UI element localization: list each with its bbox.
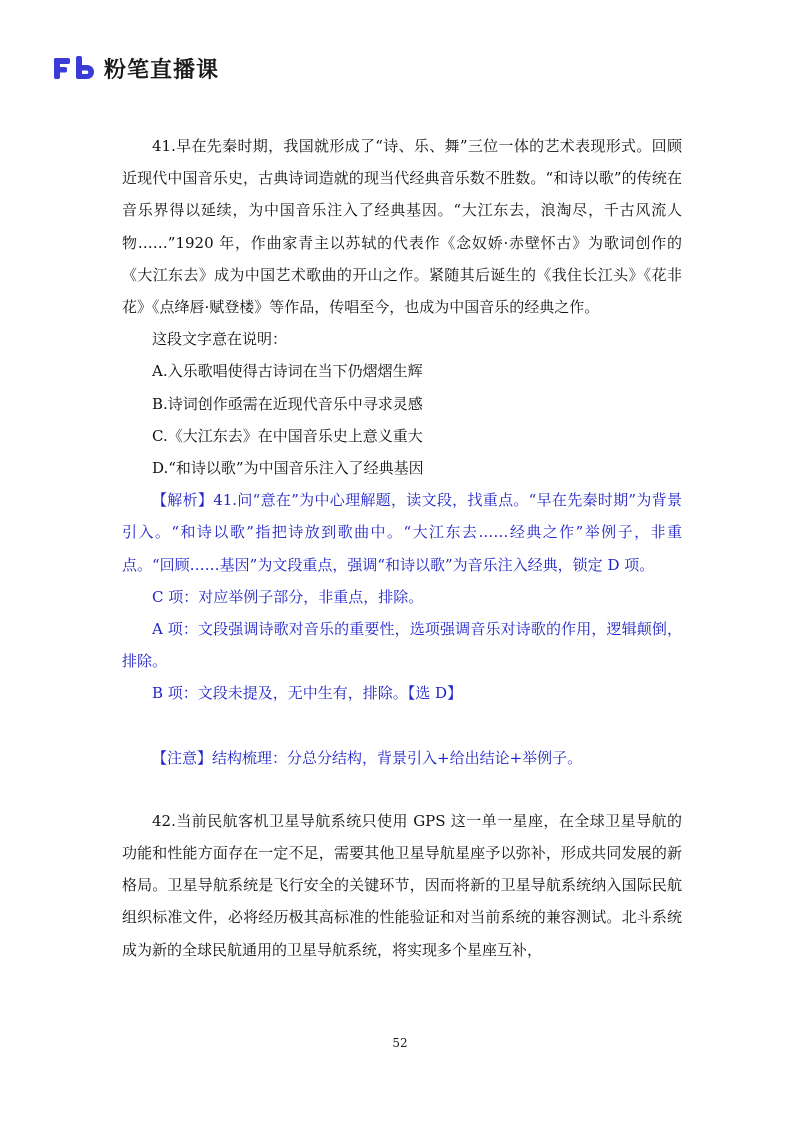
q41-stem: 41.早在先秦时期，我国就形成了“诗、乐、舞”三位一体的艺术表现形式。回顾近现代中国音乐史，古典诗词造就的现当代经典音乐数不胜数。“和诗以歌”的传统在音乐界得以延续，为中国音乐注入了经典基因。“大江东去，浪淘尽，千古风流人物……”1920 年，作曲家青主以苏轼的代表作《念奴娇·赤壁怀古》为歌词创作的《大江东去》成为中国艺术歌曲的开山之作。紧随其后诞生的《我住长江头》《花非花》《点绛唇·赋登楼》等作品，传唱至今，也成为中国音乐的经典之作。: [122, 137, 682, 317]
q41-option-d: D.“和诗以歌”为中国音乐注入了经典基因: [152, 459, 424, 478]
brand-name: 粉笔直播课: [104, 57, 220, 83]
page-content: [122, 130, 682, 966]
fb-logo-icon: [52, 55, 98, 81]
q41-option-c: C.《大江东去》在中国音乐史上意义重大: [152, 426, 423, 445]
page-number: 52: [392, 1036, 408, 1050]
q41-option-b-note: B 项：文段未提及，无中生有，排除。【选 D】: [152, 684, 463, 703]
spacer: [122, 774, 682, 805]
q41-option-a-note: A 项：文段强调诗歌对音乐的重要性，选项强调音乐对诗歌的作用，逻辑颠倒，排除。: [122, 620, 682, 671]
q41-question: 这段文字意在说明：: [152, 330, 288, 349]
q41-analysis: 【解析】41.问“意在”为中心理解题，读文段，找重点。“早在先秦时期”为背景引入。“和诗以歌”指把诗放到歌曲中。“大江东去……经典之作”举例子，非重点。“回顾……基因”为文段重点，强调“和诗以歌”为音乐注入经典，锁定 D 项。: [122, 491, 682, 574]
header: [52, 52, 219, 84]
q42-stem: 42.当前民航客机卫星导航系统只使用 GPS 这一单一星座，在全球卫星导航的功能和性能方面存在一定不足，需要其他卫星导航星座予以弥补，形成共同发展的新格局。卫星导航系统是飞行安全的关键环节，因而将新的卫星导航系统纳入国际民航组织标准文件，必将经历极其高标准的性能验证和对当前系统的兼容测试。北斗系统成为新的全球民航通用的卫星导航系统，将实现多个星座互补，: [122, 811, 682, 959]
q41-option-a: A.入乐歌唱使得古诗词在当下仍熠熠生辉: [152, 362, 423, 381]
q41-attention: 【注意】结构梳理：分总分结构，背景引入+给出结论+举例子。: [152, 748, 583, 767]
q41-option-b: B.诗词创作亟需在近现代音乐中寻求灵感: [152, 394, 423, 413]
q41-option-c-note: C 项：对应举例子部分，非重点，排除。: [152, 587, 424, 606]
spacer: [122, 710, 682, 742]
